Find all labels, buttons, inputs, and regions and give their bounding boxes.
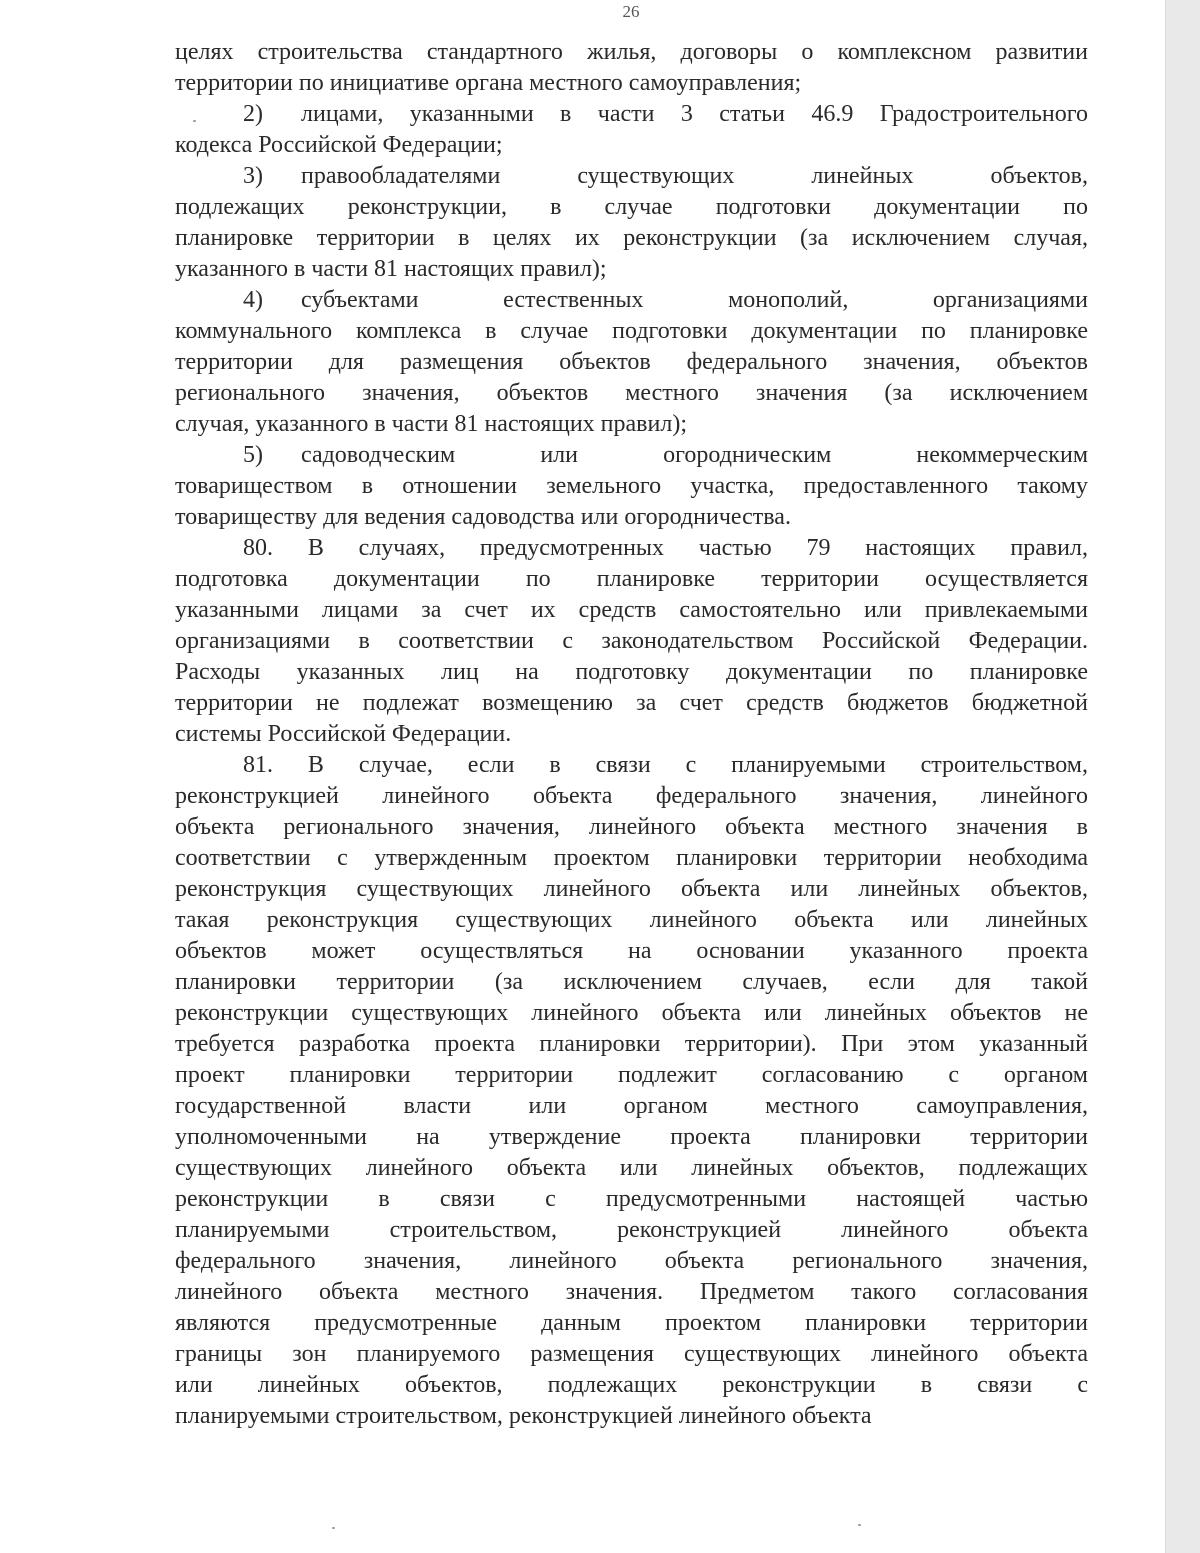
page-number: 26	[622, 2, 640, 21]
document-body	[175, 37, 1088, 1432]
text-line: реконструкции существующих линейного объекта или линейных объектов не	[175, 1000, 1088, 1026]
text-line: 80. В случаях, предусмотренных частью 79 настоящих правил,	[243, 535, 1088, 561]
text-line: регионального значения, объектов местного значения (за исключением	[175, 380, 1088, 406]
text-line: подлежащих реконструкции, в случае подготовки документации по	[175, 194, 1088, 220]
text-line: территории для размещения объектов федерального значения, объектов	[175, 349, 1088, 375]
text-line: или линейных объектов, подлежащих реконструкции в связи с	[175, 1372, 1088, 1398]
text-line: планировки территории (за исключением случаев, если для такой	[175, 969, 1088, 995]
text-line	[175, 285, 1088, 316]
text-line: реконструкция существующих линейного объекта или линейных объектов,	[175, 876, 1088, 902]
text-line-content: правообладателями существующих линейных объектов,	[301, 163, 1088, 189]
text-line: планируемыми строительством, реконструкцией линейного объекта	[175, 1403, 872, 1429]
text-line: планируемыми строительством, реконструкцией линейного объекта	[175, 1217, 1088, 1243]
text-line	[175, 161, 1088, 192]
text-line: 81. В случае, если в связи с планируемыми строительством,	[243, 752, 1088, 778]
text-line	[175, 440, 1088, 471]
text-line: такая реконструкция существующих линейного объекта или линейных	[175, 907, 1088, 933]
list-item-number: 5)	[243, 442, 263, 468]
text-line: указанного в части 81 настоящих правил);	[175, 256, 607, 282]
text-line: проект планировки территории подлежит согласованию с органом	[175, 1062, 1088, 1088]
text-line: реконструкцией линейного объекта федерального значения, линейного	[175, 783, 1088, 809]
text-line: государственной власти или органом местного самоуправления,	[175, 1093, 1088, 1119]
text-line: являются предусмотренные данным проектом планировки территории	[175, 1310, 1088, 1336]
list-item-number: 4)	[243, 287, 263, 313]
text-line-content: садоводческим или огородническим некоммерческим	[301, 442, 1088, 468]
text-line: подготовка документации по планировке территории осуществляется	[175, 566, 1088, 592]
text-line-content: субъектами естественных монополий, организациями	[301, 287, 1088, 313]
text-line: реконструкции в связи с предусмотренными настоящей частью	[175, 1186, 1088, 1212]
text-line: указанными лицами за счет их средств самостоятельно или привлекаемыми	[175, 597, 1088, 623]
text-line-content: лицами, указанными в части 3 статьи 46.9 Градостроительного	[301, 101, 1088, 127]
text-line: соответствии с утвержденным проектом планировки территории необходима	[175, 845, 1088, 871]
text-line: планировке территории в целях их реконструкции (за исключением случая,	[175, 225, 1088, 251]
text-line: существующих линейного объекта или линейных объектов, подлежащих	[175, 1155, 1088, 1181]
text-line: линейного объекта местного значения. Предметом такого согласования	[175, 1279, 1088, 1305]
scan-speck	[332, 1527, 335, 1529]
text-line: кодекса Российской Федерации;	[175, 132, 503, 158]
list-item-number: 3)	[243, 163, 263, 189]
text-line: товариществу для ведения садоводства или огородничества.	[175, 504, 791, 530]
text-line: организациями в соответствии с законодательством Российской Федерации.	[175, 628, 1088, 654]
list-item-number: 2)	[243, 101, 263, 127]
text-line: уполномоченными на утверждение проекта планировки территории	[175, 1124, 1088, 1150]
text-line: случая, указанного в части 81 настоящих правил);	[175, 411, 687, 437]
text-line: территории по инициативе органа местного самоуправления;	[175, 70, 802, 96]
text-line: системы Российской Федерации.	[175, 721, 512, 747]
text-line: товариществом в отношении земельного участка, предоставленного такому	[175, 473, 1088, 499]
text-line: границы зон планируемого размещения существующих линейного объекта	[175, 1341, 1088, 1367]
text-line	[175, 99, 1088, 130]
text-line: территории не подлежат возмещению за счет средств бюджетов бюджетной	[175, 690, 1088, 716]
scan-edge-strip	[1165, 0, 1200, 1553]
text-line: коммунального комплекса в случае подготовки документации по планировке	[175, 318, 1088, 344]
text-line: требуется разработка проекта планировки территории). При этом указанный	[175, 1031, 1088, 1057]
text-line: федерального значения, линейного объекта регионального значения,	[175, 1248, 1088, 1274]
text-line: объекта регионального значения, линейного объекта местного значения в	[175, 814, 1088, 840]
text-line: объектов может осуществляться на основании указанного проекта	[175, 938, 1088, 964]
scan-speck	[858, 1524, 861, 1526]
text-line: Расходы указанных лиц на подготовку документации по планировке	[175, 659, 1088, 685]
text-line: целях строительства стандартного жилья, договоры о комплексном развитии	[175, 39, 1088, 65]
